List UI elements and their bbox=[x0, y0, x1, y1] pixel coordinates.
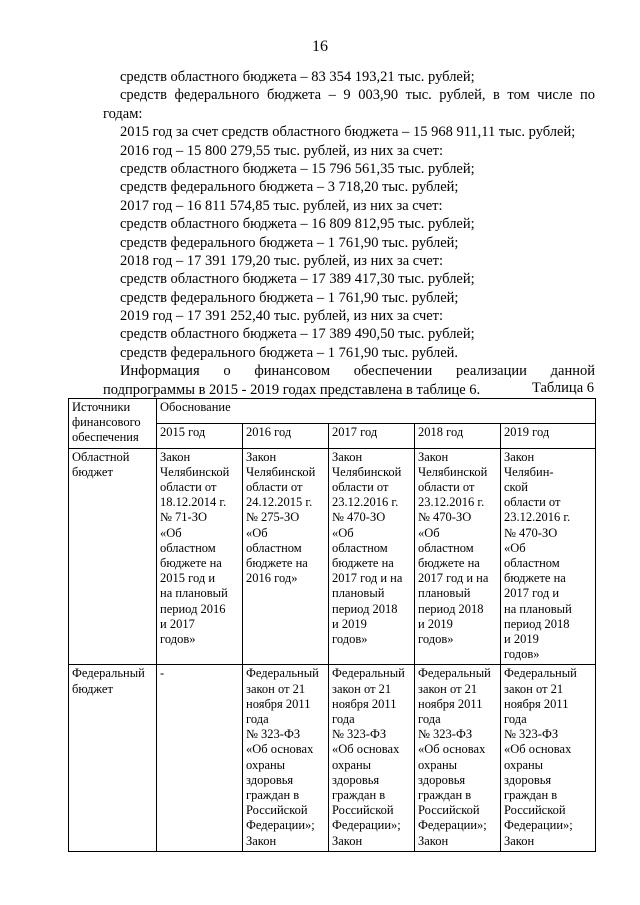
table-cell: - bbox=[157, 665, 243, 851]
text-line: 2015 год за счет средств областного бюджета – 15 968 911,11 тыс. рублей; bbox=[120, 124, 576, 141]
header-basis: Обоснование bbox=[157, 399, 596, 424]
table-cell: Федеральный закон от 21 ноября 2011 года № 323-ФЗ «Об основах охраны здоровья граждан в Российской Федерации»; Закон bbox=[243, 665, 329, 851]
table-cell: Закон Челябинской области от 24.12.2015 г. № 275-ЗО «Об областном бюджете на 2016 год» bbox=[243, 448, 329, 665]
financing-table bbox=[68, 398, 596, 852]
table-cell: Федеральный закон от 21 ноября 2011 года № 323-ФЗ «Об основах охраны здоровья граждан в Российской Федерации»; Закон bbox=[415, 665, 501, 851]
text-line: средств федерального бюджета – 3 718,20 тыс. рублей; bbox=[120, 179, 459, 196]
header-year: 2016 год bbox=[243, 423, 329, 448]
table-cell: Закон Челябин- ской области от 23.12.2016 г. № 470-ЗО «Об областном бюджете на 2017 год и на плановый период 2018 и 2019 годов» bbox=[501, 448, 596, 665]
table-cell: Закон Челябинской области от 18.12.2014 г. № 71-ЗО «Об областном бюджете на 2015 год и на плановый период 2016 и 2017 годов» bbox=[157, 448, 243, 665]
text-line: 2017 год – 16 811 574,85 тыс. рублей, из них за счет: bbox=[120, 197, 443, 214]
header-year: 2015 год bbox=[157, 423, 243, 448]
text-line: 2019 год – 17 391 252,40 тыс. рублей, из них за счет: bbox=[120, 308, 444, 325]
text-line: средств областного бюджета – 16 809 812,95 тыс. рублей; bbox=[120, 216, 475, 233]
text-line: средств областного бюджета – 17 389 417,30 тыс. рублей; bbox=[120, 271, 475, 288]
text-line: средств федерального бюджета – 1 761,90 тыс. рублей; bbox=[120, 234, 459, 251]
text-line: средств федерального бюджета – 9 003,90 тыс. рублей, в том числе по bbox=[120, 87, 595, 104]
text-line: 2016 год – 15 800 279,55 тыс. рублей, из них за счет: bbox=[120, 142, 444, 159]
text-line: средств областного бюджета – 15 796 561,35 тыс. рублей; bbox=[120, 160, 475, 177]
table-cell: Федеральный закон от 21 ноября 2011 года № 323-ФЗ «Об основах охраны здоровья граждан в Российской Федерации»; Закон bbox=[329, 665, 415, 851]
header-source: Источники финансового обеспечения bbox=[69, 399, 157, 449]
text-line: средств федерального бюджета – 1 761,90 тыс. рублей; bbox=[120, 289, 459, 306]
text-line: 2018 год – 17 391 179,20 тыс. рублей, из них за счет: bbox=[120, 252, 444, 269]
table-header-row bbox=[69, 399, 596, 424]
body-text bbox=[103, 68, 595, 399]
text-line: средств областного бюджета – 83 354 193,21 тыс. рублей; bbox=[120, 69, 475, 85]
text-line: Информация о финансовом обеспечении реализации данной bbox=[120, 363, 595, 380]
table-cell: Федеральный закон от 21 ноября 2011 года № 323-ФЗ «Об основах охраны здоровья граждан в Российской Федерации»; Закон bbox=[501, 665, 596, 851]
header-year: 2017 год bbox=[329, 423, 415, 448]
page-number: 16 bbox=[312, 38, 328, 55]
table-cell: Закон Челябинской области от 23.12.2016 г. № 470-ЗО «Об областном бюджете на 2017 год и на плановый период 2018 и 2019 годов» bbox=[415, 448, 501, 665]
row-source: Федеральный бюджет bbox=[69, 665, 157, 851]
row-source: Областной бюджет bbox=[69, 448, 157, 665]
text-line: подпрограммы в 2015 - 2019 годах представлена в таблице 6. bbox=[103, 381, 481, 398]
header-year: 2019 год bbox=[501, 423, 596, 448]
header-year: 2018 год bbox=[415, 423, 501, 448]
table-caption: Таблица 6 bbox=[531, 380, 594, 396]
text-line: годам: bbox=[103, 105, 143, 122]
table-row bbox=[69, 665, 596, 851]
text-line: средств областного бюджета – 17 389 490,50 тыс. рублей; bbox=[120, 326, 475, 343]
text-line: средств федерального бюджета – 1 761,90 тыс. рублей. bbox=[120, 344, 459, 361]
table-row bbox=[69, 448, 596, 665]
table-cell: Закон Челябинской области от 23.12.2016 г. № 470-ЗО «Об областном бюджете на 2017 год и на плановый период 2018 и 2019 годов» bbox=[329, 448, 415, 665]
